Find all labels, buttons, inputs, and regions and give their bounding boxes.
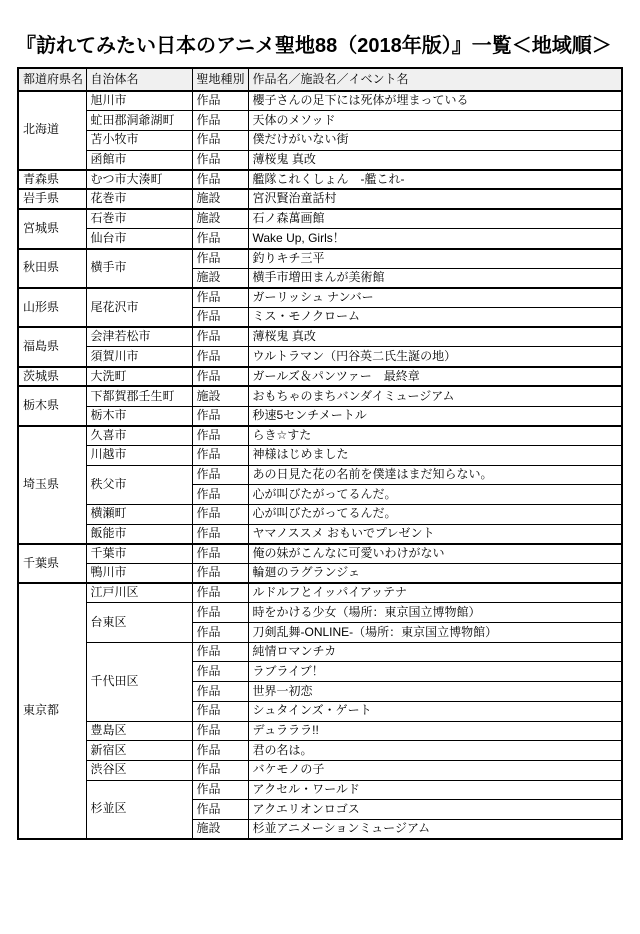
type-cell: 作品 <box>192 564 248 584</box>
table-row <box>18 426 622 446</box>
type-cell: 作品 <box>192 504 248 524</box>
table-row <box>18 327 622 347</box>
title-cell: 杉並アニメーションミュージアム <box>248 819 622 839</box>
table-row <box>18 111 622 131</box>
title-cell: Wake Up, Girls！ <box>248 229 622 249</box>
title-cell: 石ノ森萬画館 <box>248 209 622 229</box>
table-row <box>18 386 622 406</box>
title-cell: ルドルフとイッパイアッテナ <box>248 583 622 603</box>
type-cell: 作品 <box>192 406 248 426</box>
municipality-cell: 虻田郡洞爺湖町 <box>86 111 192 131</box>
prefecture-cell: 東京都 <box>18 583 86 839</box>
municipality-cell: 石巻市 <box>86 209 192 229</box>
municipality-cell: 函館市 <box>86 150 192 170</box>
municipality-cell: 苫小牧市 <box>86 130 192 150</box>
type-cell: 作品 <box>192 741 248 761</box>
title-cell: アクエリオンロゴス <box>248 800 622 820</box>
municipality-cell: 千代田区 <box>86 642 192 721</box>
table-row <box>18 583 622 603</box>
prefecture-cell: 秋田県 <box>18 249 86 288</box>
anime-seichi-table <box>17 67 623 840</box>
table-row <box>18 760 622 780</box>
table-row <box>18 642 622 662</box>
title-cell: バケモノの子 <box>248 760 622 780</box>
type-cell: 施設 <box>192 268 248 288</box>
municipality-cell: 花巻市 <box>86 189 192 209</box>
table-row <box>18 721 622 741</box>
municipality-cell: 飯能市 <box>86 524 192 544</box>
municipality-cell: 横手市 <box>86 249 192 288</box>
municipality-cell: 大洗町 <box>86 367 192 387</box>
municipality-cell: 鴨川市 <box>86 564 192 584</box>
table-row <box>18 741 622 761</box>
table-row <box>18 780 622 800</box>
prefecture-cell: 岩手県 <box>18 189 86 209</box>
prefecture-cell: 福島県 <box>18 327 86 366</box>
type-cell: 作品 <box>192 760 248 780</box>
type-cell: 作品 <box>192 800 248 820</box>
title-cell: 時をかける少女（場所：東京国立博物館） <box>248 603 622 623</box>
table-row <box>18 445 622 465</box>
type-cell: 作品 <box>192 485 248 505</box>
table-row <box>18 170 622 190</box>
type-cell: 作品 <box>192 426 248 446</box>
municipality-cell: 江戸川区 <box>86 583 192 603</box>
table-row <box>18 564 622 584</box>
title-cell: 宮沢賢治童話村 <box>248 189 622 209</box>
type-cell: 作品 <box>192 603 248 623</box>
type-cell: 作品 <box>192 642 248 662</box>
table-row <box>18 406 622 426</box>
title-cell: 秒速5センチメートル <box>248 406 622 426</box>
title-cell: ヤマノススメ おもいでプレゼント <box>248 524 622 544</box>
title-cell: 純情ロマンチカ <box>248 642 622 662</box>
type-cell: 作品 <box>192 170 248 190</box>
table-row <box>18 524 622 544</box>
table-row <box>18 347 622 367</box>
type-cell: 作品 <box>192 249 248 269</box>
table-row <box>18 544 622 564</box>
title-cell: 俺の妹がこんなに可愛いわけがない <box>248 544 622 564</box>
title-cell: おもちゃのまちバンダイミュージアム <box>248 386 622 406</box>
table-row <box>18 189 622 209</box>
col-header-work: 作品名／施設名／イベント名 <box>248 68 622 91</box>
type-cell: 作品 <box>192 150 248 170</box>
title-cell: 天体のメソッド <box>248 111 622 131</box>
title-cell: ミス・モノクローム <box>248 308 622 328</box>
prefecture-cell: 埼玉県 <box>18 426 86 544</box>
municipality-cell: 仙台市 <box>86 229 192 249</box>
type-cell: 作品 <box>192 445 248 465</box>
title-cell: 釣りキチ三平 <box>248 249 622 269</box>
municipality-cell: 会津若松市 <box>86 327 192 347</box>
type-cell: 施設 <box>192 386 248 406</box>
table-row <box>18 504 622 524</box>
table-row <box>18 130 622 150</box>
title-cell: 君の名は。 <box>248 741 622 761</box>
municipality-cell: 下都賀郡壬生町 <box>86 386 192 406</box>
type-cell: 作品 <box>192 465 248 485</box>
title-cell: 刀剣乱舞-ONLINE-（場所：東京国立博物館） <box>248 623 622 643</box>
type-cell: 施設 <box>192 189 248 209</box>
type-cell: 作品 <box>192 701 248 721</box>
table-row <box>18 91 622 111</box>
title-cell: 心が叫びたがってるんだ。 <box>248 504 622 524</box>
type-cell: 作品 <box>192 524 248 544</box>
header-row <box>18 68 622 91</box>
municipality-cell: 渋谷区 <box>86 760 192 780</box>
table-row <box>18 367 622 387</box>
prefecture-cell: 青森県 <box>18 170 86 190</box>
title-cell: 世界一初恋 <box>248 682 622 702</box>
municipality-cell: 須賀川市 <box>86 347 192 367</box>
type-cell: 作品 <box>192 544 248 564</box>
municipality-cell: 杉並区 <box>86 780 192 839</box>
title-cell: あの日見た花の名前を僕達はまだ知らない。 <box>248 465 622 485</box>
prefecture-cell: 茨城県 <box>18 367 86 387</box>
title-cell: 輪廻のラグランジェ <box>248 564 622 584</box>
table-row <box>18 288 622 308</box>
municipality-cell: 千葉市 <box>86 544 192 564</box>
table-row <box>18 209 622 229</box>
type-cell: 作品 <box>192 583 248 603</box>
municipality-cell: むつ市大湊町 <box>86 170 192 190</box>
municipality-cell: 秩父市 <box>86 465 192 504</box>
type-cell: 作品 <box>192 347 248 367</box>
title-cell: らき☆すた <box>248 426 622 446</box>
table-row <box>18 465 622 485</box>
type-cell: 作品 <box>192 367 248 387</box>
municipality-cell: 新宿区 <box>86 741 192 761</box>
municipality-cell: 豊島区 <box>86 721 192 741</box>
type-cell: 作品 <box>192 288 248 308</box>
municipality-cell: 横瀬町 <box>86 504 192 524</box>
table-row <box>18 229 622 249</box>
type-cell: 作品 <box>192 111 248 131</box>
page-title: 『訪れてみたい日本のアニメ聖地88（2018年版）』一覧＜地域順＞ <box>16 35 612 57</box>
type-cell: 作品 <box>192 308 248 328</box>
col-header-type: 聖地種別 <box>192 68 248 91</box>
title-cell: 僕だけがいない街 <box>248 130 622 150</box>
prefecture-cell: 千葉県 <box>18 544 86 583</box>
title-cell: 神様はじめました <box>248 445 622 465</box>
type-cell: 作品 <box>192 780 248 800</box>
title-cell: ラブライブ！ <box>248 662 622 682</box>
title-cell: 艦隊これくしょん -艦これ- <box>248 170 622 190</box>
table-row <box>18 150 622 170</box>
type-cell: 作品 <box>192 721 248 741</box>
title-cell: 横手市増田まんが美術館 <box>248 268 622 288</box>
type-cell: 作品 <box>192 130 248 150</box>
title-cell: デュラララ!! <box>248 721 622 741</box>
table-body <box>18 91 622 839</box>
type-cell: 作品 <box>192 229 248 249</box>
col-header-municipality: 自治体名 <box>86 68 192 91</box>
prefecture-cell: 北海道 <box>18 91 86 170</box>
title-cell: 心が叫びたがってるんだ。 <box>248 485 622 505</box>
type-cell: 作品 <box>192 91 248 111</box>
municipality-cell: 台東区 <box>86 603 192 642</box>
municipality-cell: 久喜市 <box>86 426 192 446</box>
title-cell: ウルトラマン（円谷英二氏生誕の地） <box>248 347 622 367</box>
municipality-cell: 旭川市 <box>86 91 192 111</box>
type-cell: 作品 <box>192 662 248 682</box>
title-cell: シュタインズ・ゲート <box>248 701 622 721</box>
table-row <box>18 603 622 623</box>
type-cell: 施設 <box>192 819 248 839</box>
municipality-cell: 川越市 <box>86 445 192 465</box>
prefecture-cell: 宮城県 <box>18 209 86 248</box>
prefecture-cell: 栃木県 <box>18 386 86 425</box>
type-cell: 作品 <box>192 327 248 347</box>
municipality-cell: 尾花沢市 <box>86 288 192 327</box>
table-row <box>18 249 622 269</box>
col-header-prefecture: 都道府県名 <box>18 68 86 91</box>
municipality-cell: 栃木市 <box>86 406 192 426</box>
type-cell: 作品 <box>192 623 248 643</box>
title-cell: ガーリッシュ ナンバー <box>248 288 622 308</box>
type-cell: 作品 <box>192 682 248 702</box>
title-cell: 薄桜鬼 真改 <box>248 327 622 347</box>
prefecture-cell: 山形県 <box>18 288 86 327</box>
title-cell: ガールズ＆パンツァー 最終章 <box>248 367 622 387</box>
title-cell: アクセル・ワールド <box>248 780 622 800</box>
title-cell: 櫻子さんの足下には死体が埋まっている <box>248 91 622 111</box>
type-cell: 施設 <box>192 209 248 229</box>
title-cell: 薄桜鬼 真改 <box>248 150 622 170</box>
